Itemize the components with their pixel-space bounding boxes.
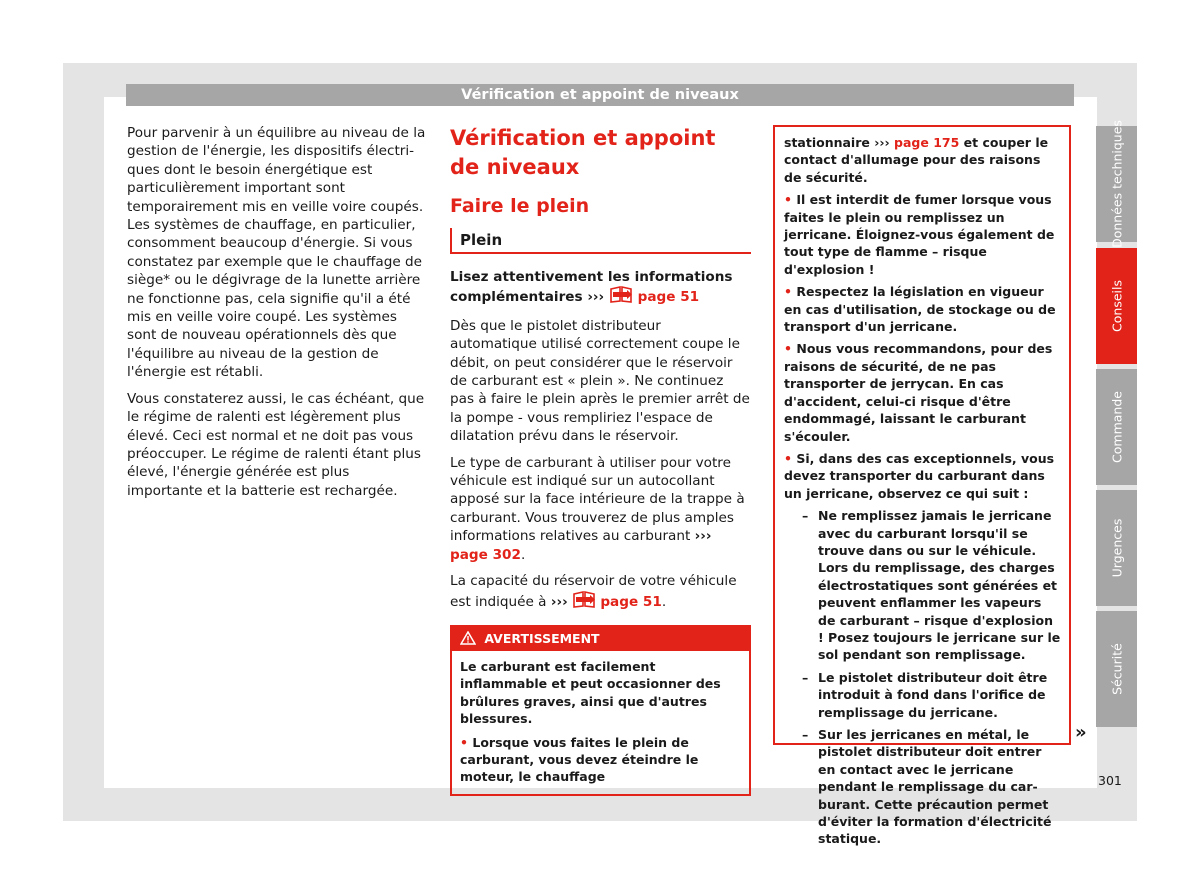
reference-arrow: ››› bbox=[550, 593, 568, 610]
side-tab-commande[interactable] bbox=[1096, 369, 1137, 485]
warning-bullet-item bbox=[784, 283, 1061, 335]
dash-text: Le pistolet distributeur doit être introduit à fond dans l'orifice de remplissage du jerricane. bbox=[818, 669, 1048, 720]
page-link[interactable]: page 51 bbox=[600, 593, 662, 610]
page-link[interactable]: page 51 bbox=[637, 289, 700, 306]
warning-text: Le carburant est facilement inflammable et peut occasionner des brûlures graves, ainsi que d'autres blessures. bbox=[460, 658, 721, 727]
bullet-text: Il est interdit de fumer lorsque vous faites le plein ou remplissez un jerricane. Éloignez-vous également de tout type de flamme – risque d'explosion ! bbox=[784, 192, 1055, 277]
subsection-title: Plein bbox=[450, 228, 751, 254]
manual-book-icon bbox=[609, 286, 633, 308]
bullet-mark: • bbox=[784, 284, 792, 300]
paragraph-text: La capacité du réservoir de votre véhicule est indiquée à bbox=[450, 573, 737, 610]
manual-book-icon bbox=[572, 591, 596, 613]
warning-continuation-box bbox=[773, 125, 1071, 847]
dash-list-item bbox=[792, 726, 1061, 848]
paragraph: Pour parvenir à un équilibre au niveau de la gestion de l'énergie, les dispositifs électriques dont le besoin énergétique est particulièrement important sont temporairement mis en veille voire coupés. Les systèmes de chauffage, en particulier, consomment beaucoup d'énergie. Si vous constatez par exemple que le chauffage de siège* ou le dégivrage de la lunette arrière ne fonctionne pas, cela signifie qu'il a été mis en veille voire coupé. Les systèmes sont de nouveau opérationnels dès que l'équilibre au niveau de la gestion de l'énergie est rétabli. bbox=[127, 125, 426, 381]
dash-list-item bbox=[792, 507, 1061, 664]
bullet-text: Nous vous recommandons, pour des raisons de sécurité, de ne pas transporter de jerrycan. En cas d'accident, celui-ci risque d'être endommagé, laissant le carburant s'écouler. bbox=[784, 341, 1053, 444]
intro-text: Lisez attentivement les informations complémentaires bbox=[450, 269, 733, 306]
paragraph bbox=[450, 572, 751, 613]
warning-label: AVERTISSEMENT bbox=[484, 630, 600, 646]
warning-bullet-text: Lorsque vous faites le plein de carburant, vous devez éteindre le moteur, le chauffage bbox=[460, 734, 699, 785]
bullet-mark: • bbox=[784, 192, 792, 208]
chapter-title: Vérification et appoint de niveaux bbox=[450, 126, 716, 179]
intro-paragraph bbox=[450, 268, 751, 309]
page-link[interactable]: page 302 bbox=[450, 546, 521, 563]
warning-bullet-item bbox=[460, 734, 741, 786]
text: stationnaire bbox=[784, 135, 870, 150]
punctuation: . bbox=[661, 593, 667, 610]
side-tab-urgences[interactable] bbox=[1096, 490, 1137, 606]
page-number: 301 bbox=[1098, 773, 1122, 788]
section-header-bar: Vérification et appoint de niveaux bbox=[126, 84, 1074, 106]
warning-triangle-icon bbox=[460, 631, 480, 646]
paragraph: Vous constaterez aussi, le cas échéant, que le régime de ralenti est légèrement plus élevé. Ceci est normal et ne doit pas vous préoccuper. Le régime de ralenti étant plus élevé, l'énergie générée est plus importante et la batterie est rechargée. bbox=[127, 390, 425, 499]
bullet-text: Si, dans des cas exceptionnels, vous devez transporter du carburant dans un jerricane, observez ce qui suit : bbox=[784, 450, 1055, 501]
paragraph: Dès que le pistolet distributeur automatique utilisé correctement coupe le débit, on peut considérer que le réservoir de carburant est « plein ». Ne continuez pas à faire le plein après le premier arrêt de la pompe - vous rempliriez l'espace de dilatation prévu dans le réservoir. bbox=[450, 317, 750, 445]
dash-list-item bbox=[792, 669, 1061, 721]
dash-mark: – bbox=[802, 727, 809, 742]
section-title: Faire le plein bbox=[450, 195, 590, 217]
side-tab-label: Sécurité bbox=[1109, 643, 1124, 695]
warning-text bbox=[784, 134, 1061, 186]
bullet-mark: • bbox=[784, 450, 792, 466]
warning-bullet-item bbox=[784, 191, 1061, 278]
side-tab-label: Urgences bbox=[1109, 518, 1124, 578]
text: et couper le contact d'allumage pour des raisons de sécurité. bbox=[784, 135, 1049, 185]
paragraph-text: Le type de carburant à utiliser pour votre véhicule est indiqué sur un autocollant apposé sur la face intérieure de la trappe à carburant. Vous trouverez de plus amples informations relatives au carburant bbox=[450, 454, 745, 545]
bullet-mark: • bbox=[460, 734, 468, 750]
reference-arrow: ››› bbox=[694, 528, 712, 545]
paragraph bbox=[450, 454, 751, 564]
side-tab-label: Données techniques bbox=[1109, 120, 1124, 248]
side-tab-securite[interactable] bbox=[1096, 611, 1137, 727]
dash-mark: – bbox=[802, 669, 809, 685]
dash-text: Sur les jerricanes en métal, le pistolet distributeur doit entrer en contact avec le jerricane pendant le remplissage du carburant. Cette précaution permet d'éviter la formation d'électricité statique. bbox=[818, 727, 1052, 847]
side-tab-donnees-techniques[interactable] bbox=[1096, 120, 1137, 248]
continued-mark: » bbox=[1075, 722, 1087, 743]
reference-arrow: ››› bbox=[874, 135, 890, 150]
dash-mark: – bbox=[802, 508, 809, 524]
warning-bullet-item bbox=[784, 450, 1061, 502]
warning-header bbox=[452, 627, 749, 651]
bullet-mark: • bbox=[784, 341, 792, 357]
reference-arrow: ››› bbox=[587, 289, 605, 306]
warning-box bbox=[450, 625, 751, 796]
page-link[interactable]: page 175 bbox=[894, 135, 960, 150]
side-tab-conseils[interactable] bbox=[1096, 248, 1137, 364]
side-tab-label: Conseils bbox=[1109, 280, 1124, 332]
bullet-text: Respectez la législation en vigueur en cas d'utilisation, de stockage ou de transport d'un jerricane. bbox=[784, 284, 1056, 335]
side-tab-label: Commande bbox=[1109, 391, 1124, 463]
punctuation: . bbox=[520, 546, 526, 563]
warning-body bbox=[452, 651, 749, 794]
left-column bbox=[127, 124, 427, 508]
warning-bullet-item bbox=[784, 340, 1061, 444]
middle-column bbox=[450, 124, 751, 796]
dash-text: Ne remplissez jamais le jerricane avec du carburant lorsqu'il se trouve dans ou sur le véhicule. Lors du remplissage, des charges électrostatiques sont générées et peuvent enflammer les vapeurs de carburant – risque d'explosion ! Posez toujours le jerricane sur le sol pendant son remplissage. bbox=[818, 508, 1061, 663]
